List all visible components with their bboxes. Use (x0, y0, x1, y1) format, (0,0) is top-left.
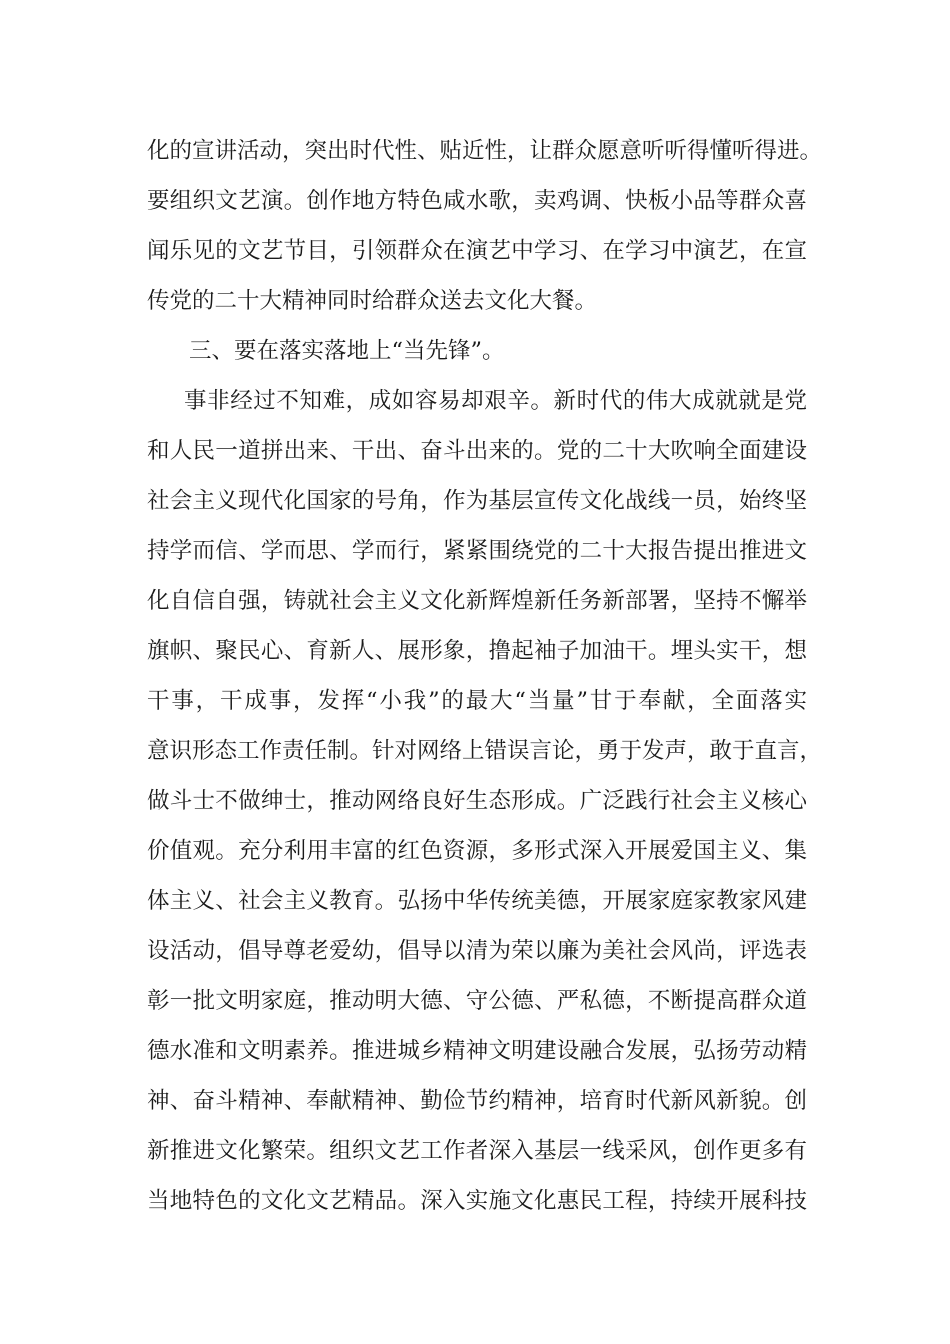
paragraph-line: 彰一批文明家庭，推动明大德、守公德、严私德，不断提高群众道 (147, 988, 807, 1014)
paragraph-line: 闻乐见的文艺节目，引领群众在演艺中学习、在学习中演艺，在宣 (147, 238, 807, 264)
paragraph-line: 干事，干成事，发挥“小我”的最大“当量”甘于奉献，全面落实 (147, 688, 807, 714)
paragraph-line: 神、奋斗精神、奉献精神、勤俭节约精神，培育时代新风新貌。创 (147, 1088, 807, 1114)
paragraph-line: 价值观。充分利用丰富的红色资源，多形式深入开展爱国主义、集 (147, 838, 807, 864)
paragraph-line: 社会主义现代化国家的号角，作为基层宣传文化战线一员，始终坚 (147, 488, 807, 514)
paragraph-line: 事非经过不知难，成如容易却艰辛。新时代的伟大成就就是党 (184, 388, 807, 414)
section-heading: 三、要在落实落地上“当先锋”。 (189, 338, 505, 364)
paragraph-line: 化的宣讲活动，突出时代性、贴近性，让群众愿意听听得懂听得进。 (147, 138, 823, 164)
paragraph-line: 意识形态工作责任制。针对网络上错误言论，勇于发声，敢于直言， (147, 738, 823, 764)
paragraph-line: 做斗士不做绅士，推动网络良好生态形成。广泛践行社会主义核心 (147, 788, 807, 814)
paragraph-line: 要组织文艺演。创作地方特色咸水歌，卖鸡调、快板小品等群众喜 (147, 188, 807, 214)
paragraph-line: 旗帜、聚民心、育新人、展形象，撸起袖子加油干。埋头实干，想 (147, 638, 807, 664)
paragraph-line: 新推进文化繁荣。组织文艺工作者深入基层一线采风，创作更多有 (147, 1138, 807, 1164)
paragraph-line: 设活动，倡导尊老爱幼，倡导以清为荣以廉为美社会风尚，评选表 (147, 938, 807, 964)
paragraph-line: 传党的二十大精神同时给群众送去文化大餐。 (147, 288, 598, 314)
paragraph-line: 体主义、社会主义教育。弘扬中华传统美德，开展家庭家教家风建 (147, 888, 807, 914)
paragraph-line: 化自信自强，铸就社会主义文化新辉煌新任务新部署，坚持不懈举 (147, 588, 807, 614)
paragraph-line: 和人民一道拼出来、干出、奋斗出来的。党的二十大吹响全面建设 (147, 438, 807, 464)
paragraph-line: 持学而信、学而思、学而行，紧紧围绕党的二十大报告提出推进文 (147, 538, 807, 564)
paragraph-line: 当地特色的文化文艺精品。深入实施文化惠民工程，持续开展科技 (147, 1188, 807, 1214)
paragraph-line: 德水准和文明素养。推进城乡精神文明建设融合发展，弘扬劳动精 (147, 1038, 807, 1064)
